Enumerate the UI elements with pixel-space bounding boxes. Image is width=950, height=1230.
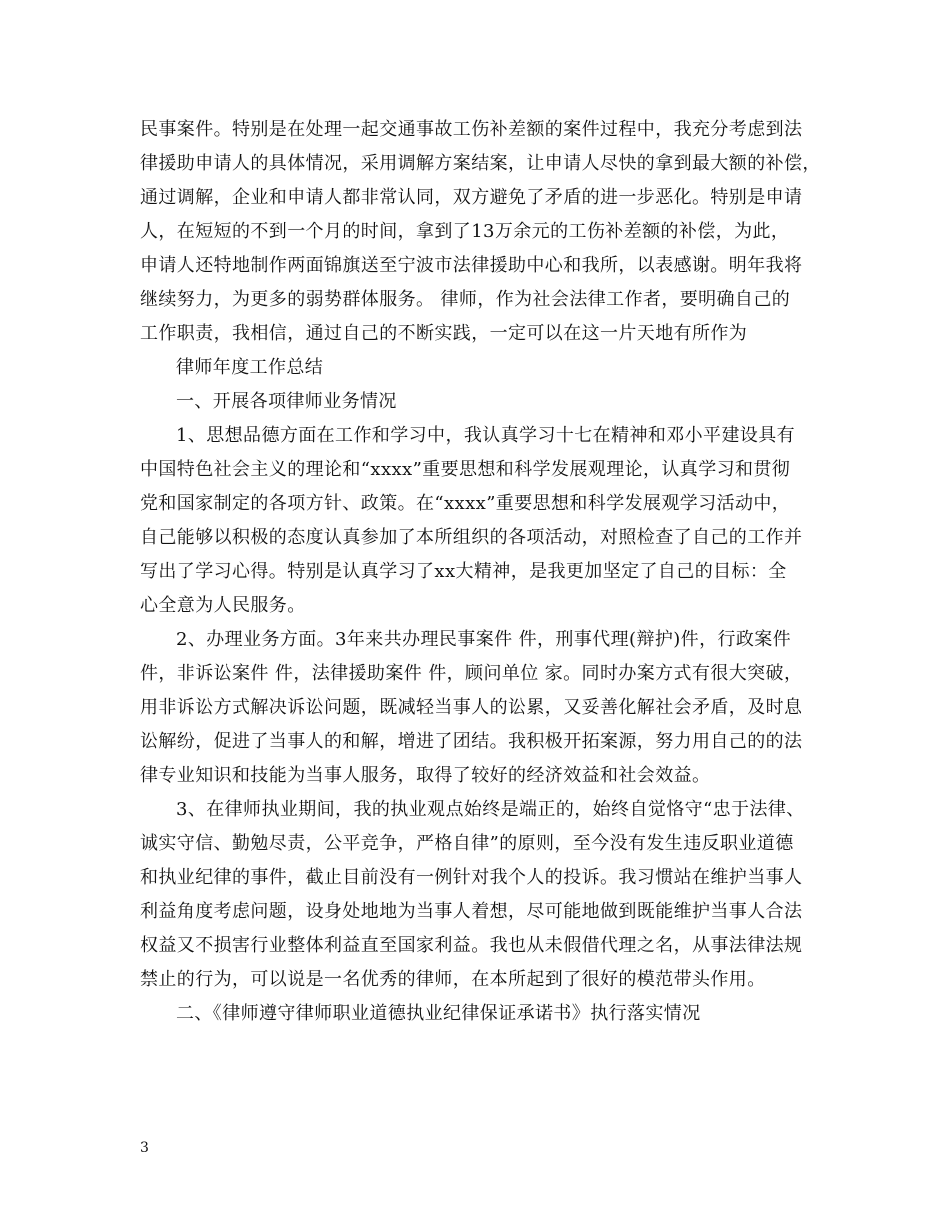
text-line: 党和国家制定的各项方针、政策。在“xxxx”重要思想和科学发展观学习活动中， [140, 493, 791, 514]
text-line: 一、开展各项律师业务情况 [176, 391, 397, 412]
text-line: 工作职责，我相信，通过自己的不断实践，一定可以在这一片天地有所作为 [140, 323, 748, 344]
document-body [140, 113, 820, 1031]
text-line: 通过调解，企业和申请人都非常认同，双方避免了矛盾的进一步恶化。特别是申请 [140, 187, 803, 208]
page-number: 3 [140, 1140, 149, 1156]
text-line: 1、思想品德方面在工作和学习中，我认真学习十七在精神和邓小平建设具有 [176, 425, 796, 446]
text-line: 律师年度工作总结 [176, 357, 324, 378]
text-line: 律专业知识和技能为当事人服务，取得了较好的经济效益和社会效益。 [140, 765, 711, 786]
text-line: 自己能够以积极的态度认真参加了本所组织的各项活动，对照检查了自己的工作并 [140, 527, 803, 548]
text-line: 和执业纪律的事件，截止目前没有一例针对我个人的投诉。我习惯站在维护当事人 [140, 867, 803, 888]
text-line: 人，在短短的不到一个月的时间，拿到了13万余元的工伤补差额的补偿，为此， [140, 221, 790, 242]
text-line: 权益又不损害行业整体利益直至国家利益。我也从未假借代理之名，从事法律法规 [140, 935, 803, 956]
text-line: 2、办理业务方面。3年来共办理民事案件 件，刑事代理(辩护)件，行政案件 [176, 629, 792, 650]
text-line: 继续努力，为更多的弱势群体服务。 律师，作为社会法律工作者，要明确自己的 [140, 289, 791, 310]
text-line: 心全意为人民服务。 [140, 595, 306, 616]
text-line: 中国特色社会主义的理论和“xxxx”重要思想和科学发展观理论，认真学习和贯彻 [140, 459, 791, 480]
text-line: 民事案件。特别是在处理一起交通事故工伤补差额的案件过程中，我充分考虑到法 [140, 119, 803, 140]
text-line: 律援助申请人的具体情况，采用调解方案结案，让申请人尽快的拿到最大额的补偿， [140, 153, 821, 174]
text-line: 用非诉讼方式解决诉讼问题，既减轻当事人的讼累，又妥善化解社会矛盾，及时息 [140, 697, 803, 718]
text-line: 件，非诉讼案件 件，法律援助案件 件，顾问单位 家。同时办案方式有很大突破， [140, 663, 803, 684]
text-line: 3、在律师执业期间，我的执业观点始终是端正的，始终自觉恪守“忠于法律、 [176, 799, 805, 820]
text-line: 利益角度考虑问题，设身处地地为当事人着想，尽可能地做到既能维护当事人合法 [140, 901, 803, 922]
text-line: 讼解纷，促进了当事人的和解，增进了团结。我积极开拓案源，努力用自己的的法 [140, 731, 803, 752]
text-line: 申请人还特地制作两面锦旗送至宁波市法律援助中心和我所，以表感谢。明年我将 [140, 255, 803, 276]
text-line: 禁止的行为，可以说是一名优秀的律师，在本所起到了很好的模范带头作用。 [140, 969, 766, 990]
text-line: 写出了学习心得。特别是认真学习了xx大精神，是我更加坚定了自己的目标：全 [140, 561, 787, 582]
text-line: 二、《律师遵守律师职业道德执业纪律保证承诺书》执行落实情况 [176, 1003, 701, 1024]
text-line: 诚实守信、勤勉尽责，公平竞争，严格自律”的原则，至今没有发生违反职业道德 [140, 833, 794, 854]
